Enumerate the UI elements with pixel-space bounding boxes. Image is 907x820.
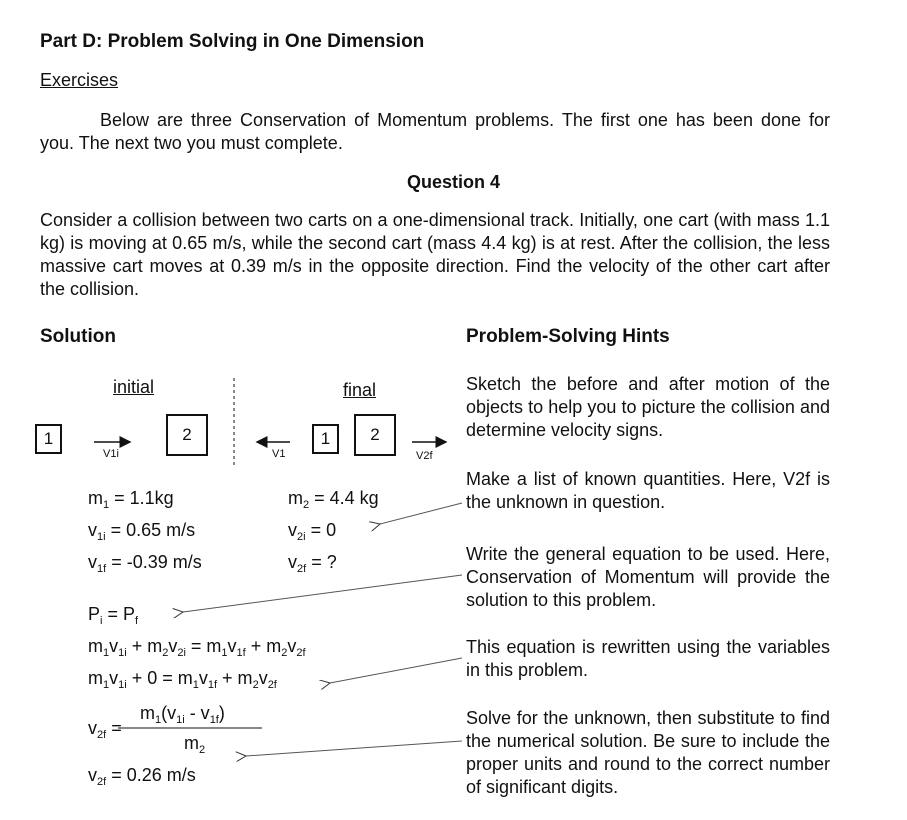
hint-sketch: Sketch the before and after motion of the objects to help you to picture the collision and determine velocity signs. bbox=[466, 374, 830, 440]
expanded-equation: $m_1v_{1i} + m_2v_{2i} = m_1v_{1f} + m_2v_{2f}$ bbox=[88, 636, 306, 659]
cart-1-initial: 1 bbox=[35, 424, 62, 454]
momentum-equation: $P_i = P_f$ bbox=[88, 604, 139, 627]
v1-label: V1 bbox=[272, 448, 286, 460]
known-v1f: $v_{1f} = -0.39$ m/s bbox=[88, 552, 202, 575]
hint-pointer-2 bbox=[183, 575, 462, 612]
question-text: Consider a collision between two carts on a one-dimensional track. Initially, one cart (with mass 1.1 kg) is moving at 0.65 m/s, while the second cart (mass 4.4 kg) is at rest. After the collision, the less massive cart moves at 0.39 m/s in the opposite direction. Find the velocity of the other cart after the collision. bbox=[40, 210, 830, 299]
hint-pointer-4 bbox=[246, 741, 462, 756]
hint-pointer-3 bbox=[330, 658, 462, 683]
known-v2i: $v_{2i} = 0$ bbox=[288, 520, 337, 543]
known-m2: $m_2 = 4.4$ kg bbox=[288, 488, 379, 511]
solved-lhs: $v_{2f}$ = bbox=[88, 718, 122, 741]
fraction-numerator: $m_1(v_{1i} - v_{1f})$ bbox=[140, 703, 225, 726]
initial-label: initial bbox=[113, 377, 155, 397]
final-result: $v_{2f} = 0.26$ m/s bbox=[88, 765, 196, 788]
intro-text: Below are three Conservation of Momentum problems. The first one has been done for you. The next two you must complete. bbox=[40, 110, 830, 153]
hints-heading: Problem-Solving Hints bbox=[466, 326, 670, 347]
hint-rewrite: This equation is rewritten using the variables in this problem. bbox=[466, 637, 830, 680]
hint-knowns: Make a list of known quantities. Here, V2f is the unknown in question. bbox=[466, 469, 830, 512]
known-m1: $m_1 = 1.1kg$ bbox=[88, 488, 174, 511]
hint-solve: Solve for the unknown, then substitute to find the numerical solution. Be sure to include the proper units and round to the correct number of significant digits. bbox=[466, 708, 830, 797]
fraction-denominator: $m_2$ bbox=[184, 733, 206, 756]
final-label: final bbox=[343, 380, 377, 400]
cart-2-final: 2 bbox=[354, 414, 396, 456]
question-title: Question 4 bbox=[406, 172, 500, 192]
v2f-label: V2f bbox=[416, 450, 433, 462]
hint-pointer-1 bbox=[380, 503, 462, 524]
v1i-label: V1i bbox=[103, 448, 119, 460]
hint-general-equation: Write the general equation to be used. Here, Conservation of Momentum will provide the solution to this problem. bbox=[466, 544, 830, 610]
solution-label: Solution bbox=[40, 326, 116, 347]
known-v2f: $v_{2f}$ = ? bbox=[288, 552, 337, 575]
section-heading: Part D: Problem Solving in One Dimension bbox=[40, 31, 425, 52]
exercises-label: Exercises bbox=[40, 70, 119, 90]
known-v1i: $v_{1i} = 0.65$ m/s bbox=[88, 520, 196, 543]
substituted-equation: $m_1v_{1i} + 0 = m_1v_{1f} + m_2v_{2f}$ bbox=[88, 668, 277, 691]
cart-1-final: 1 bbox=[312, 424, 339, 454]
cart-2-initial: 2 bbox=[166, 414, 208, 456]
